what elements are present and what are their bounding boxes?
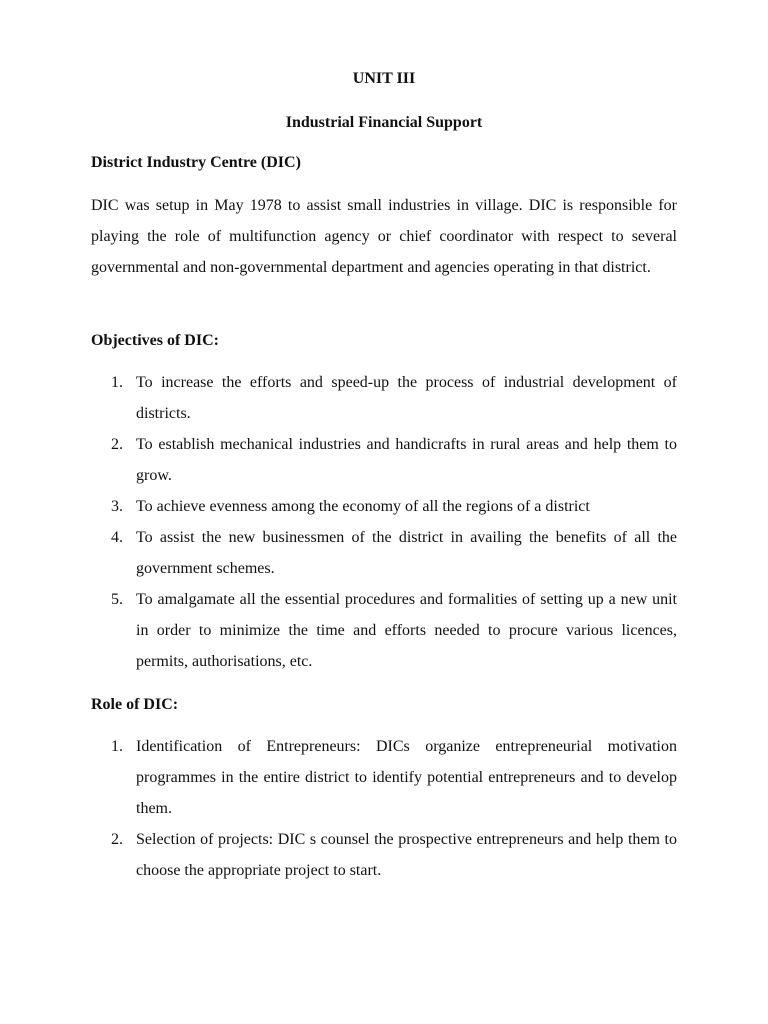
unit-title: UNIT III (352, 70, 416, 87)
list-item-text: Identification of Entrepreneurs: DICs organize entrepreneurial motivation programmes in the entire district to identify potential entrepreneurs and to develop them. (136, 738, 677, 817)
list-item-text: To assist the new businessmen of the district in availing the benefits of all the government schemes. (136, 529, 677, 577)
list-item-number: 1. (111, 374, 123, 391)
role-heading: Role of DIC: (91, 696, 179, 713)
list-item-number: 4. (111, 529, 123, 546)
list-item-number: 5. (111, 591, 123, 608)
list-item (91, 429, 677, 491)
section-heading: District Industry Centre (DIC) (91, 154, 301, 171)
list-item-number: 2. (111, 831, 123, 848)
list-item (91, 522, 677, 584)
list-item-number: 3. (111, 498, 123, 515)
list-item-text: Selection of projects: DIC s counsel the prospective entrepreneurs and help them to choose the appropriate project to start. (136, 831, 677, 879)
list-item-text: To establish mechanical industries and handicrafts in rural areas and help them to grow. (136, 436, 677, 484)
list-item (91, 491, 677, 522)
list-item-text: To increase the efforts and speed-up the process of industrial development of districts. (136, 374, 677, 422)
objectives-heading: Objectives of DIC: (91, 332, 219, 349)
list-item (91, 824, 677, 886)
list-item-text: To achieve evenness among the economy of all the regions of a district (136, 498, 590, 515)
list-item (91, 731, 677, 824)
objectives-list (91, 367, 677, 677)
intro-paragraph: DIC was setup in May 1978 to assist small industries in village. DIC is responsible for playing the role of multifunction agency or chief coordinator with respect to several governmental and non-governmental department and agencies operating in that district. (91, 197, 677, 276)
list-item-text: To amalgamate all the essential procedures and formalities of setting up a new unit in order to minimize the time and efforts needed to procure various licences, permits, authorisations, etc. (136, 591, 677, 670)
list-item-number: 2. (111, 436, 123, 453)
page-subtitle: Industrial Financial Support (285, 114, 483, 131)
list-item-number: 1. (111, 738, 123, 755)
roles-list (91, 731, 677, 886)
list-item (91, 367, 677, 429)
list-item (91, 584, 677, 677)
